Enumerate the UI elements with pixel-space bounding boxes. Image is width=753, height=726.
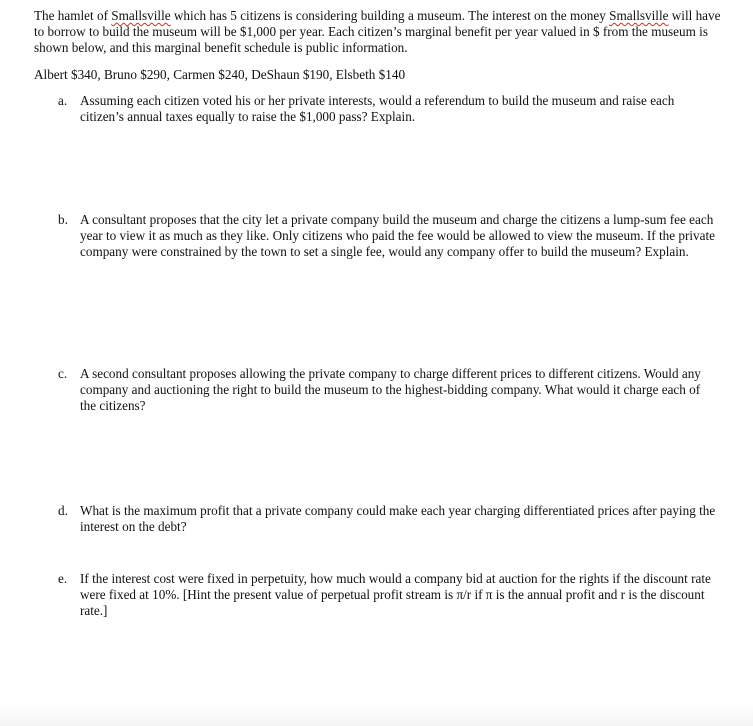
question-text: A consultant proposes that the city let a private company build the museum and charge the citizens a lump-sum fee each year to view it as much as they like. Only citizens who paid the fee would be allowed to view the museum. If the private company were constrained by the town to set a single fee, would any company offer to build the museum? Explain. — [80, 212, 716, 260]
question-b — [58, 212, 718, 261]
question-e — [58, 571, 718, 620]
page-bottom-edge — [0, 704, 753, 726]
question-text: Assuming each citizen voted his or her private interests, would a referendum to build the museum and raise each citizen’s annual taxes equally to raise the $1,000 pass? Explain. — [80, 93, 675, 125]
intro-text-part2: which has 5 citizens is considering building a museum. The interest on the money — [170, 8, 610, 23]
question-c — [58, 366, 718, 415]
question-text: If the interest cost were fixed in perpetuity, how much would a company bid at auction for the rights if the discount rate were fixed at 10%. [Hint the present value of perpetual profit stream is π/r if π is the annual profit and r is the discount rate.] — [80, 571, 711, 619]
question-a — [58, 93, 718, 125]
citizen-benefit-list: Albert $340, Bruno $290, Carmen $240, DeShaun $190, Elsbeth $140 — [34, 67, 406, 82]
question-letter: b. — [58, 212, 68, 227]
spellcheck-word-smallsville: Smallsville — [111, 8, 171, 23]
question-letter: c. — [58, 366, 68, 381]
intro-paragraph — [34, 8, 724, 57]
intro-text-part3: will have to borrow to build the museum will be $1,000 per year. Each citizen’s marginal benefit per year valued in $ from the museum is shown below, and this marginal benefit schedule is public information. — [34, 8, 721, 56]
question-letter: e. — [58, 571, 68, 586]
spellcheck-word-smallsville-2: Smallsville — [609, 8, 669, 23]
question-letter: a. — [58, 93, 68, 108]
intro-text-part1: The hamlet of — [34, 8, 112, 23]
question-d — [58, 503, 718, 535]
question-text: A second consultant proposes allowing the private company to charge different prices to different citizens. Would any company and auctioning the right to build the museum to the highest-bidding company. What would it charge each of the citizens? — [80, 366, 701, 414]
question-letter: d. — [58, 503, 68, 518]
question-text: What is the maximum profit that a private company could make each year charging differentiated prices after paying the interest on the debt? — [80, 503, 716, 535]
